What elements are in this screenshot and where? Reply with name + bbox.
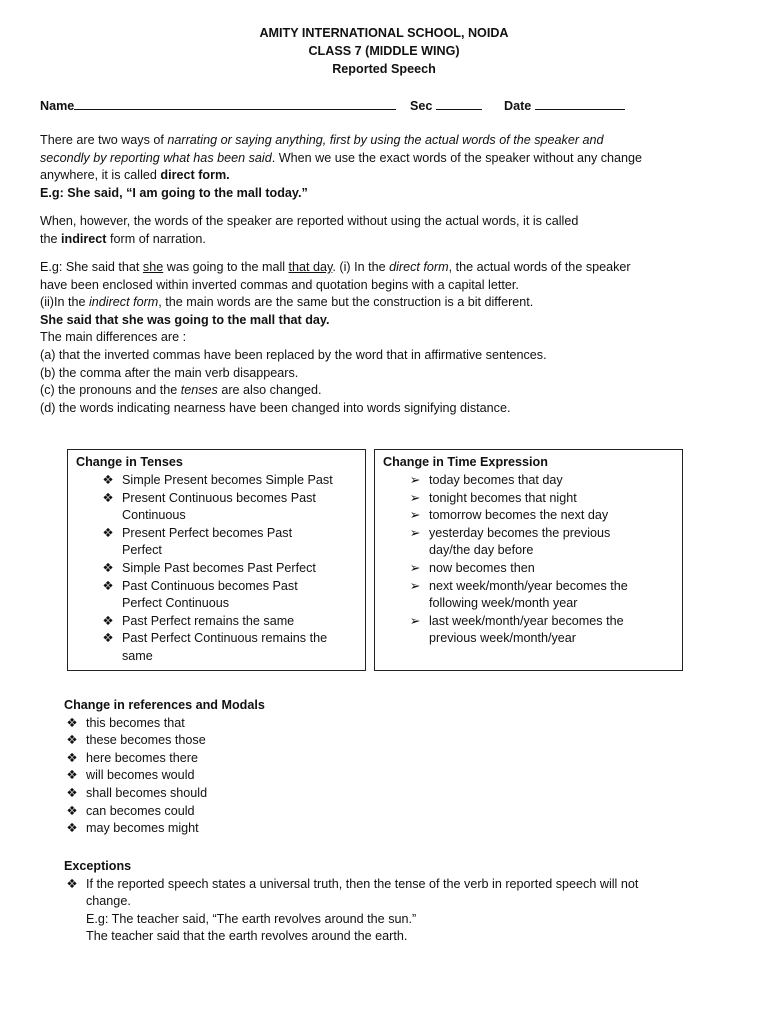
school-name: AMITY INTERNATIONAL SCHOOL, NOIDA	[259, 26, 509, 40]
list-item-text: Present Perfect becomes Past	[122, 525, 293, 540]
arrow-bullet-icon: ➢	[409, 560, 421, 575]
list-item	[64, 785, 744, 803]
list-item	[76, 613, 357, 631]
list-item-text: tomorrow becomes the next day	[429, 508, 609, 523]
list-item	[76, 630, 357, 665]
diamond-bullet-icon: ❖	[66, 733, 78, 748]
intro-text: anywhere, it is called	[40, 168, 161, 183]
indirect-text: When, however, the words of the speaker are reported without using the actual words, it is called	[40, 214, 579, 228]
list-item	[76, 560, 357, 578]
name-blank	[74, 97, 396, 110]
list-item-text: previous week/month/year	[429, 631, 576, 646]
direct-form-term: direct form.	[160, 168, 230, 183]
list-item-text: day/the day before	[429, 543, 534, 558]
list-item	[383, 490, 674, 508]
list-item	[64, 732, 744, 750]
italic-term: indirect form	[89, 295, 159, 310]
underlined-word: that day	[288, 260, 333, 274]
list-item-text: next week/month/year becomes the	[429, 578, 628, 593]
list-item-text: Perfect Continuous	[122, 596, 230, 611]
list-item	[383, 472, 674, 490]
diamond-bullet-icon: ❖	[66, 876, 78, 891]
exception-example: E.g: The teacher said, “The earth revolves around the sun.”	[86, 911, 417, 926]
diamond-bullet-icon: ❖	[102, 490, 114, 505]
indirect-paragraph	[40, 213, 740, 248]
list-item-text: these becomes those	[86, 733, 206, 748]
intro-text: . When we use the exact words of the speaker without any change	[271, 150, 643, 165]
example-text: have been enclosed within inverted commas and quotation begins with a capital letter.	[40, 277, 519, 292]
list-item-text: Present Continuous becomes Past	[122, 490, 316, 505]
diamond-bullet-icon: ❖	[102, 525, 114, 540]
references-section	[64, 697, 744, 838]
diamond-bullet-icon: ❖	[102, 613, 114, 628]
indirect-example: She said that she was going to the mall that day.	[40, 312, 330, 327]
list-item-text: Continuous	[122, 508, 186, 523]
list-item-text: can becomes could	[86, 803, 195, 818]
list-item	[383, 578, 674, 613]
time-box-title: Change in Time Expression	[383, 455, 548, 469]
exception-text: change.	[86, 894, 131, 909]
list-item-text: Past Continuous becomes Past	[122, 578, 298, 593]
list-item-text: now becomes then	[429, 560, 535, 575]
topic-title: Reported Speech	[332, 62, 436, 76]
underlined-word: she	[142, 260, 164, 274]
list-item	[64, 767, 744, 785]
diamond-bullet-icon: ❖	[66, 750, 78, 765]
references-list	[64, 715, 744, 838]
list-item-text: Past Perfect remains the same	[122, 613, 295, 628]
intro-paragraph	[40, 132, 740, 202]
direct-example: E.g: She said, “I am going to the mall today.”	[40, 185, 308, 200]
difference-item: (d) the words indicating nearness have been changed into words signifying distance.	[40, 400, 511, 415]
list-item-text: Simple Present becomes Simple Past	[122, 473, 333, 487]
diamond-bullet-icon: ❖	[66, 715, 78, 730]
list-item	[76, 578, 357, 613]
list-item-text: same	[122, 648, 153, 663]
list-item	[383, 507, 674, 525]
list-item	[76, 490, 357, 525]
list-item	[76, 525, 357, 560]
example-paragraph	[40, 259, 740, 417]
list-item-text: yesterday becomes the previous	[429, 525, 611, 540]
list-item-text: Simple Past becomes Past Perfect	[122, 560, 316, 575]
arrow-bullet-icon: ➢	[409, 508, 421, 523]
list-item-text: may becomes might	[86, 821, 199, 836]
list-item-text: today becomes that day	[429, 473, 563, 487]
list-item	[383, 525, 674, 560]
list-item-text: following week/month year	[429, 596, 578, 611]
diamond-bullet-icon: ❖	[102, 578, 114, 593]
date-field[interactable]	[504, 97, 625, 116]
example-text: . (i) In the	[332, 260, 390, 274]
difference-item: (a) that the inverted commas have been replaced by the word that in affirmative sentences.	[40, 347, 547, 362]
list-item-text: Perfect	[122, 543, 162, 558]
differences-heading: The main differences are :	[40, 330, 187, 345]
exception-example: The teacher said that the earth revolves around the earth.	[86, 929, 408, 944]
list-item	[76, 472, 357, 490]
list-item-text: this becomes that	[86, 715, 185, 730]
difference-item: are also changed.	[217, 383, 322, 398]
exception-item	[64, 876, 744, 946]
tenses-box-title: Change in Tenses	[76, 455, 183, 469]
indirect-text: form of narration.	[106, 231, 206, 246]
indirect-text: the	[40, 231, 62, 246]
difference-item: (b) the comma after the main verb disappears.	[40, 365, 299, 380]
example-text: E.g: She said that	[40, 260, 143, 274]
tenses-box	[67, 449, 366, 671]
example-text: was going to the mall	[163, 260, 289, 274]
example-text: , the main words are the same but the construction is a bit different.	[158, 295, 534, 310]
list-item-text: tonight becomes that night	[429, 490, 577, 505]
difference-item: (c) the pronouns and the	[40, 383, 181, 398]
sec-label: Sec	[410, 99, 433, 113]
list-item	[383, 560, 674, 578]
arrow-bullet-icon: ➢	[409, 525, 421, 540]
name-label: Name	[40, 99, 75, 113]
arrow-bullet-icon: ➢	[409, 578, 421, 593]
references-title: Change in references and Modals	[64, 698, 265, 712]
intro-italic: narrating or saying anything, first by using the actual words of the speaker and	[167, 133, 604, 147]
exceptions-section	[64, 858, 744, 946]
time-box	[374, 449, 683, 671]
tenses-list	[76, 472, 357, 666]
diamond-bullet-icon: ❖	[66, 785, 78, 800]
sec-field[interactable]	[410, 97, 482, 116]
list-item	[64, 820, 744, 838]
indirect-term: indirect	[61, 231, 107, 246]
diamond-bullet-icon: ❖	[102, 631, 114, 646]
date-blank	[535, 97, 625, 110]
diamond-bullet-icon: ❖	[66, 803, 78, 818]
list-item-text: last week/month/year becomes the	[429, 613, 624, 628]
diamond-bullet-icon: ❖	[66, 821, 78, 836]
intro-text: There are two ways of	[40, 133, 168, 147]
list-item-text: will becomes would	[86, 768, 195, 783]
arrow-bullet-icon: ➢	[409, 473, 421, 487]
time-list	[383, 472, 674, 648]
name-field[interactable]	[40, 97, 396, 116]
diamond-bullet-icon: ❖	[66, 768, 78, 783]
italic-term: tenses	[180, 383, 218, 398]
diamond-bullet-icon: ❖	[102, 560, 114, 575]
intro-italic: secondly by reporting what has been said	[40, 150, 272, 165]
exception-text: If the reported speech states a universal truth, then the tense of the verb in reported speech will not	[86, 876, 639, 891]
arrow-bullet-icon: ➢	[409, 613, 421, 628]
list-item	[383, 613, 674, 648]
date-label: Date	[504, 99, 532, 113]
example-text: (ii)In the	[40, 295, 89, 310]
italic-term: direct form	[389, 260, 449, 274]
sec-blank	[436, 97, 482, 110]
diamond-bullet-icon: ❖	[102, 473, 114, 487]
example-text: , the actual words of the speaker	[448, 260, 631, 274]
list-item	[64, 750, 744, 768]
exceptions-title: Exceptions	[64, 859, 132, 873]
class-name: CLASS 7 (MIDDLE WING)	[308, 44, 460, 58]
arrow-bullet-icon: ➢	[409, 490, 421, 505]
list-item	[64, 715, 744, 733]
list-item	[64, 803, 744, 821]
list-item-text: Past Perfect Continuous remains the	[122, 631, 328, 646]
list-item-text: here becomes there	[86, 750, 199, 765]
list-item-text: shall becomes should	[86, 785, 208, 800]
